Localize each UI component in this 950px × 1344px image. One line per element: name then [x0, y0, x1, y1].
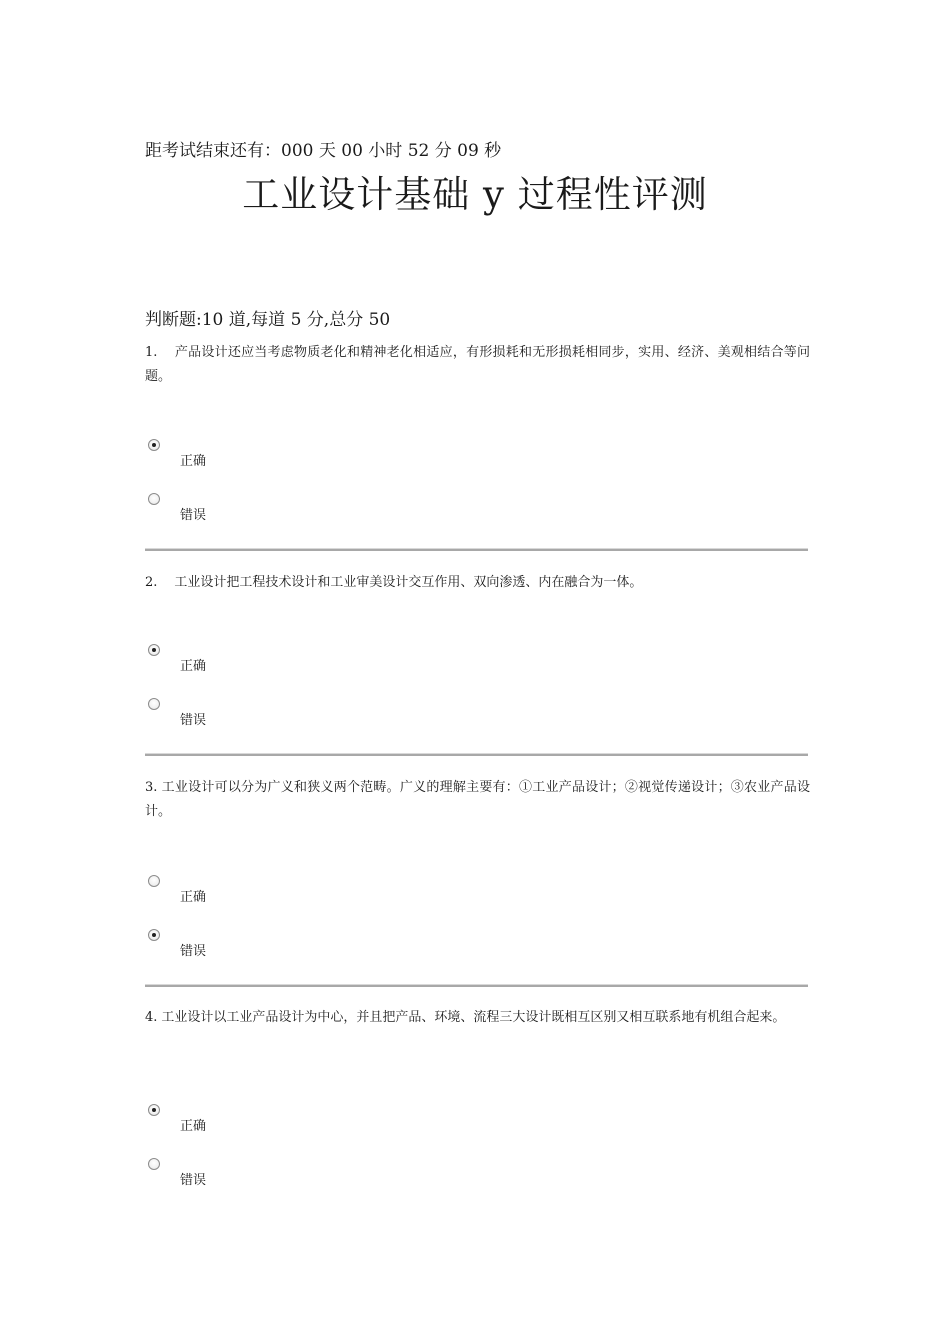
option-label: 错误	[180, 944, 207, 959]
question-1	[145, 341, 810, 541]
option-label: 正确	[180, 454, 207, 469]
radio-button[interactable]	[148, 1158, 160, 1170]
question-text	[145, 571, 810, 595]
question-divider	[145, 548, 808, 551]
question-divider	[145, 984, 808, 987]
question-body: 产品设计还应当考虑物质老化和精神老化相适应，有形损耗和无形损耗相同步，实用、经济、美观相结合等问题。	[145, 345, 810, 384]
section-header: 判断题:10 道,每道 5 分,总分 50	[145, 310, 391, 330]
radio-button[interactable]	[148, 493, 160, 505]
question-4	[145, 1006, 810, 1201]
question-3	[145, 776, 810, 971]
option-label: 错误	[180, 1173, 207, 1188]
radio-button[interactable]	[148, 698, 160, 710]
question-text	[145, 341, 810, 389]
radio-button[interactable]	[148, 439, 160, 451]
radio-button[interactable]	[148, 929, 160, 941]
question-body: 工业设计把工程技术设计和工业审美设计交互作用、双向渗透、内在融合为一体。	[174, 575, 643, 590]
question-text	[145, 1006, 810, 1030]
radio-button[interactable]	[148, 1104, 160, 1116]
question-2	[145, 571, 810, 741]
option-label: 正确	[180, 1119, 207, 1134]
countdown-timer: 距考试结束还有：000 天 00 小时 52 分 09 秒	[145, 141, 502, 161]
question-text	[145, 776, 810, 824]
question-number: 2.	[145, 575, 158, 590]
question-number: 3.	[145, 780, 158, 795]
page-title: 工业设计基础 y 过程性评测	[242, 173, 708, 216]
option-label: 正确	[180, 659, 207, 674]
question-number: 4.	[145, 1010, 158, 1025]
radio-button[interactable]	[148, 644, 160, 656]
option-label: 错误	[180, 713, 207, 728]
question-body: 工业设计以工业产品设计为中心，并且把产品、环境、流程三大设计既相互区别又相互联系地有机组合起来。	[161, 1010, 786, 1025]
option-label: 正确	[180, 890, 207, 905]
question-number: 1.	[145, 345, 158, 360]
radio-button[interactable]	[148, 875, 160, 887]
question-body: 工业设计可以分为广义和狭义两个范畴。广义的理解主要有：①工业产品设计；②视觉传递设计；③农业产品设计。	[145, 780, 810, 819]
question-divider	[145, 753, 808, 756]
option-label: 错误	[180, 508, 207, 523]
